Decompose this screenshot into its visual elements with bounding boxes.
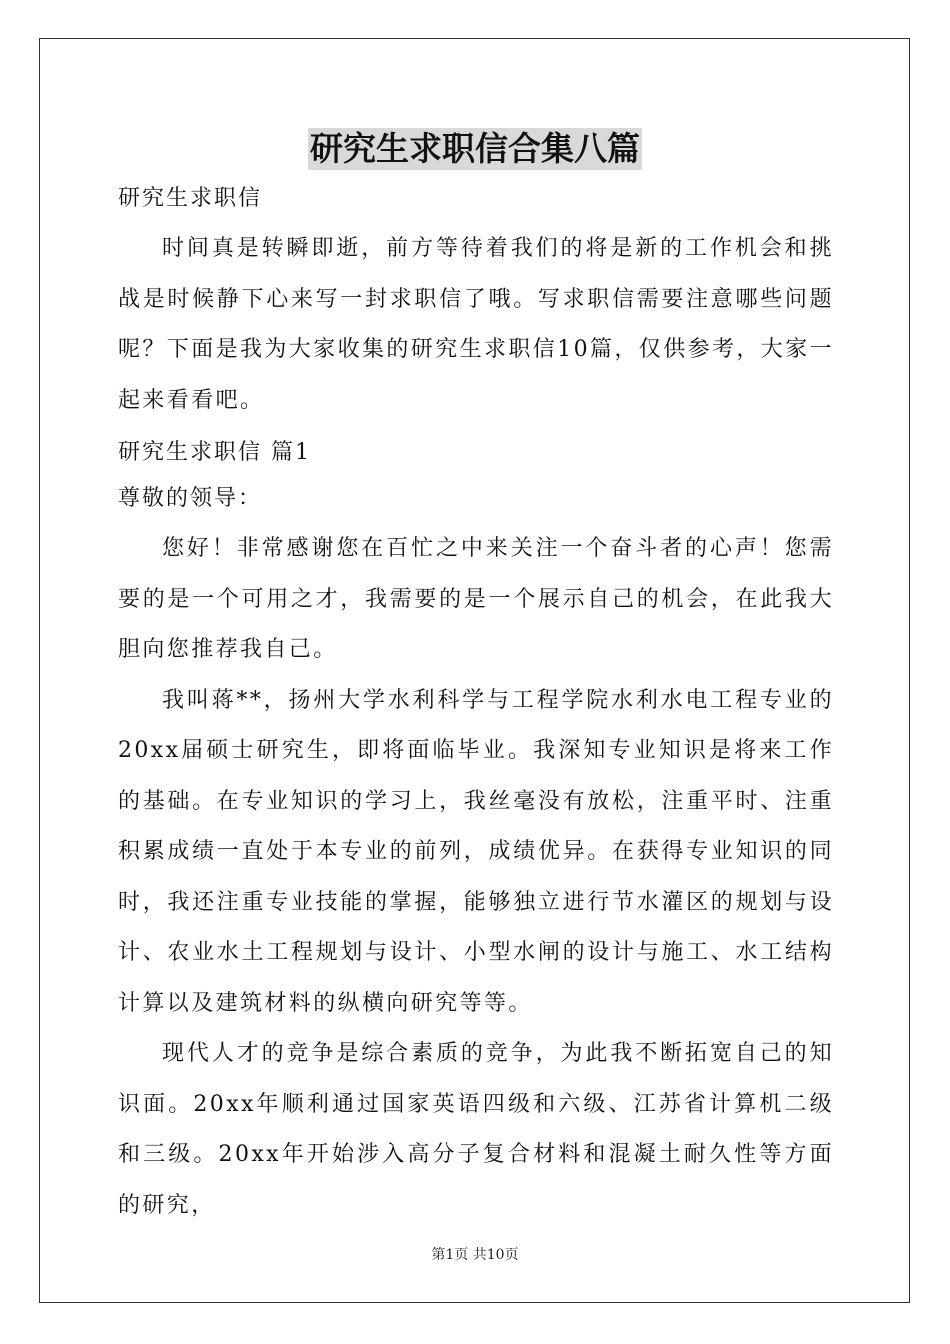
document-title: 研究生求职信合集八篇	[310, 129, 640, 168]
salutation: 尊敬的领导：	[118, 486, 263, 511]
title-container	[0, 128, 950, 170]
body-paragraph-1: 您好！非常感谢您在百忙之中来关注一个奋斗者的心声！您需要的是一个可用之才，我需要的是一个展示自己的机会，在此我大胆向您推荐我自己。	[118, 536, 834, 662]
intro-paragraph: 时间真是转瞬即逝，前方等待着我们的将是新的工作机会和挑战是时候静下心来写一封求职信了哦。写求职信需要注意哪些问题呢？下面是我为大家收集的研究生求职信10篇，仅供参考，大家一起来看看吧。	[118, 236, 834, 413]
body-paragraph-3: 现代人才的竞争是综合素质的竞争，为此我不断拓宽自己的知识面。20xx年顺利通过国家英语四级和六级、江苏省计算机二级和三级。20xx年开始涉入高分子复合材料和混凝土耐久性等方面的研究，	[118, 1041, 834, 1218]
section-heading: 研究生求职信 篇1	[118, 440, 311, 465]
subtitle: 研究生求职信	[118, 186, 263, 211]
document-body	[118, 180, 834, 1231]
body-paragraph-2: 我叫蒋**，扬州大学水利科学与工程学院水利水电工程专业的20xx届硕士研究生，即将面临毕业。我深知专业知识是将来工作的基础。在专业知识的学习上，我丝毫没有放松，注重平时、注重积累成绩一直处于本专业的前列，成绩优异。在获得专业知识的同时，我还注重专业技能的掌握，能够独立进行节水灌区的规划与设计、农业水土工程规划与设计、小型水闸的设计与施工、水工结构计算以及建筑材料的纵横向研究等等。	[118, 687, 834, 1016]
page-footer: 第1页 共10页	[431, 1247, 519, 1263]
